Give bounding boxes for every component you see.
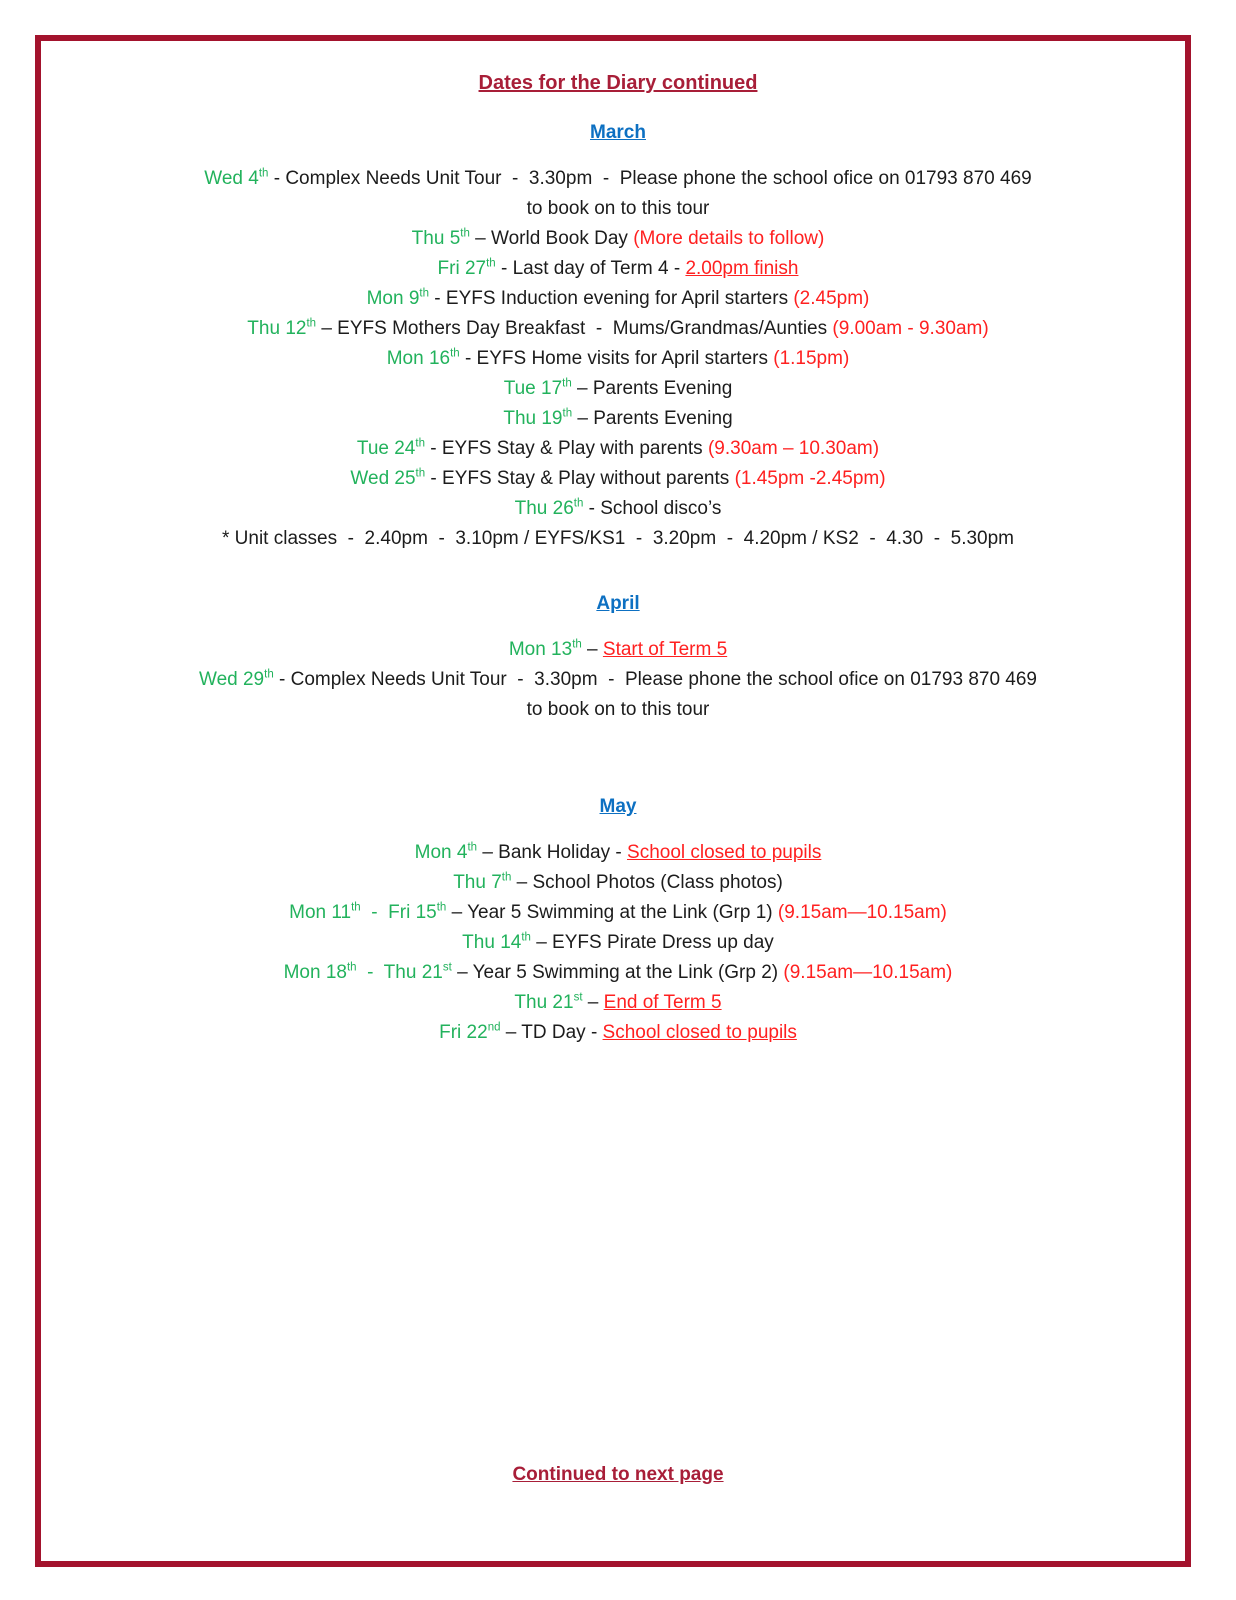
section-heading: March [590,122,646,143]
event-text-segment: (9.30am – 10.30am) [707,438,880,459]
event-text-segment: th [436,901,447,914]
event-text-segment: – Parents Evening [571,378,733,399]
event-line [0,404,1236,434]
event-text-segment: – World Book Day [469,228,634,249]
event-text-segment: * Unit classes - 2.40pm - 3.10pm / EYFS/KS1 - 3.20pm - 4.20pm / KS2 - 4.30 - 5.30pm [222,528,1014,549]
event-line [0,838,1236,868]
event-line [0,635,1236,665]
event-text-segment: (9.00am - 9.30am) [832,318,989,339]
event-text-segment: (2.45pm) [793,288,870,309]
section-april [0,591,1236,725]
section-may [0,794,1236,1048]
event-text-segment: (1.45pm -2.45pm) [734,468,886,489]
event-text-segment: - EYFS Stay & Play with parents [424,438,708,459]
event-text-segment: Mon 11 [289,902,352,923]
event-text-segment: Tue 24 [356,438,416,459]
event-text-segment: – School Photos (Class photos) [511,872,783,893]
section-lines [0,838,1236,1048]
event-text-segment: Mon 16 [386,348,451,369]
event-text-segment: School closed to pupils [602,1022,797,1043]
event-line [0,344,1236,374]
event-line [0,1018,1236,1048]
event-line [0,928,1236,958]
event-text-segment: Wed 4 [204,168,259,189]
event-text-segment: – Year 5 Swimming at the Link (Grp 2) [451,962,784,983]
event-text-segment: - Fri 15 [360,902,437,923]
event-text-segment: End of Term 5 [603,992,722,1013]
event-line [0,665,1236,695]
event-text-segment: st [442,961,452,974]
event-text-segment: (More details to follow) [633,228,825,249]
event-text-segment: – Year 5 Swimming at the Link (Grp 1) [446,902,778,923]
event-text-segment: Wed 25 [350,468,416,489]
event-text-segment: Thu 5 [411,228,461,249]
event-line [0,494,1236,524]
event-text-segment: th [419,287,430,300]
continued-footer: Continued to next page [512,1464,724,1485]
section-heading: April [596,593,640,614]
event-text-segment: th [501,871,512,884]
event-text-segment: 2.00pm finish [685,258,799,279]
event-text-segment: th [467,841,478,854]
event-text-segment: - Complex Needs Unit Tour - 3.30pm - Please phone the school oﬁce on 01793 870 469 [273,669,1037,690]
event-text-segment: th [450,347,460,360]
event-text-segment: Mon 4 [414,842,468,863]
event-text-segment: – Parents Evening [572,408,733,429]
event-text-segment: th [306,317,317,330]
event-line [0,695,1236,725]
event-line [0,254,1236,284]
event-text-segment: - Thu 21 [356,962,443,983]
event-line [0,464,1236,494]
event-text-segment: Thu 7 [453,872,502,893]
event-text-segment: – [582,992,604,1013]
event-line [0,284,1236,314]
section-heading: May [599,796,637,817]
event-line [0,958,1236,988]
event-text-segment: – EYFS Pirate Dress up day [530,932,774,953]
event-text-segment: Thu 12 [247,318,307,339]
event-text-segment: Mon 18 [283,962,347,983]
event-text-segment: th [486,257,496,270]
event-text-segment: th [460,227,470,240]
event-text-segment: st [573,991,583,1004]
event-text-segment: – EYFS Mothers Day Breakfast - Mums/Grandmas/Aunties [316,318,833,339]
section-march [0,120,1236,554]
event-line [0,524,1236,554]
event-line [0,224,1236,254]
event-text-segment: School closed to pupils [627,842,822,863]
page-title: Dates for the Diary continued [478,72,758,94]
event-line [0,898,1236,928]
event-text-segment: th [415,467,426,480]
event-text-segment: Mon 13 [508,639,573,660]
event-text-segment: th [521,931,531,944]
event-text-segment: nd [487,1021,501,1034]
event-text-segment: Thu 26 [514,498,574,519]
event-text-segment: th [415,437,425,450]
event-line [0,314,1236,344]
event-text-segment: - EYFS Stay & Play without parents [425,468,735,489]
event-text-segment: – Bank Holiday - [477,842,628,863]
diary-sections [0,120,1236,1048]
event-text-segment: Fri 22 [439,1022,488,1043]
event-text-segment: th [562,377,572,390]
event-text-segment: th [346,961,357,974]
section-lines [0,164,1236,554]
event-text-segment: th [258,167,269,180]
event-text-segment: Thu 21 [514,992,574,1013]
event-text-segment: Thu 14 [462,932,522,953]
event-text-segment: th [562,407,573,420]
section-lines [0,635,1236,725]
event-text-segment: - EYFS Induction evening for April starters [429,288,794,309]
event-line [0,374,1236,404]
event-text-segment: th [573,497,584,510]
event-text-segment: th [351,901,361,914]
event-text-segment: to book on to this tour [526,198,710,219]
event-line [0,988,1236,1018]
event-line [0,194,1236,224]
event-text-segment: Wed 29 [198,669,265,690]
event-line [0,164,1236,194]
event-text-segment: (1.15pm) [773,348,850,369]
event-text-segment: Start of Term 5 [602,639,728,660]
event-text-segment: - Last day of Term 4 - [495,258,686,279]
event-line [0,434,1236,464]
event-text-segment: (9.15am—10.15am) [777,902,947,923]
event-text-segment: th [264,668,274,681]
event-text-segment: to book on to this tour [526,699,710,720]
event-text-segment: Tue 17 [503,378,563,399]
event-text-segment: th [572,638,582,651]
event-text-segment: Mon 9 [366,288,420,309]
event-line [0,868,1236,898]
event-text-segment: Thu 19 [503,408,563,429]
event-text-segment: – TD Day - [500,1022,603,1043]
event-text-segment: Fri 27 [437,258,487,279]
event-text-segment: (9.15am—10.15am) [783,962,953,983]
event-text-segment: - Complex Needs Unit Tour - 3.30pm - Please phone the school oﬁce on 01793 870 469 [268,168,1032,189]
event-text-segment: – [581,639,603,660]
event-text-segment: - EYFS Home visits for April starters [459,348,774,369]
event-text-segment: - School disco’s [583,498,722,519]
